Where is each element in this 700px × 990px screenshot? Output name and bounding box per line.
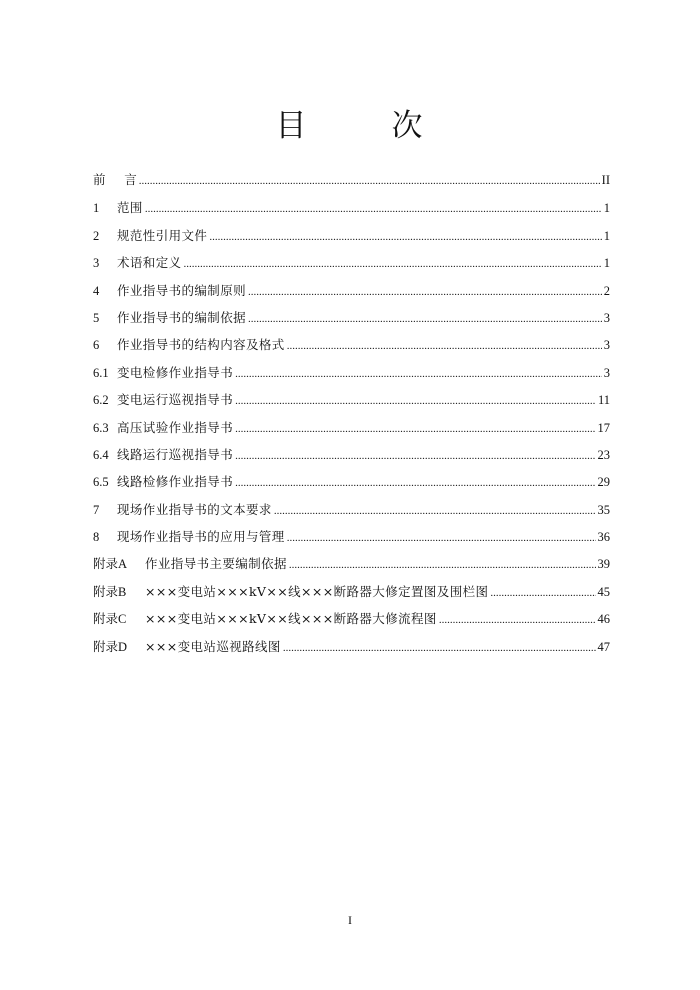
toc-leader-dots [235, 361, 602, 388]
toc-entry-label: 规范性引用文件 [117, 227, 208, 243]
toc-entry-label: 线路检修作业指导书 [117, 474, 234, 490]
page-number: I [348, 913, 352, 927]
toc-entry-number: 附录D [93, 639, 128, 654]
toc-entry-number: 附录B [93, 584, 127, 599]
toc-entry-page: 46 [597, 612, 610, 627]
toc-entry-label: 作业指导书的编制依据 [117, 309, 247, 325]
toc-entry-appendix-b[interactable] [93, 578, 610, 605]
toc-entry-page: 23 [597, 447, 610, 462]
toc-leader-dots [439, 607, 596, 634]
toc-entry-7[interactable] [93, 496, 610, 523]
toc-entry-page: 17 [597, 420, 610, 435]
toc-entry-number: 8 [93, 530, 100, 545]
toc-entry-6[interactable] [93, 331, 610, 358]
toc-entry-8[interactable] [93, 523, 610, 550]
toc-entry-page: 11 [597, 393, 610, 408]
toc-entry-label: 作业指导书的编制原则 [117, 282, 247, 298]
toc-entry-3[interactable] [93, 249, 610, 276]
toc-entry-label: ×××变电站巡视路线图 [145, 638, 281, 654]
toc-entry-page: 35 [597, 502, 610, 517]
toc-entry-page: II [601, 173, 610, 187]
toc-entry-label: 作业指导书主要编制依据 [145, 556, 287, 572]
toc-leader-dots [490, 580, 595, 607]
toc-entry-number: 6.5 [93, 475, 109, 490]
toc-entry-label: 术语和定义 [117, 255, 182, 271]
toc-leader-dots [248, 306, 602, 333]
toc-entry-number: 2 [93, 228, 100, 243]
toc-entry-label: 现场作业指导书的应用与管理 [117, 529, 285, 545]
toc-entry-label: ×××变电站×××kV××线×××断路器大修定置图及围栏图 [145, 583, 489, 599]
toc-entry-6-3[interactable] [93, 414, 610, 441]
toc-entry-5[interactable] [93, 304, 610, 331]
toc-entry-number: 7 [93, 502, 100, 517]
toc-leader-dots [289, 552, 596, 579]
toc-entry-page: 36 [597, 530, 610, 545]
toc-leader-dots [145, 196, 602, 223]
toc-leader-dots [235, 416, 595, 443]
toc-entry-page: 39 [597, 557, 610, 572]
toc-entry-number: 6.1 [93, 365, 109, 380]
toc-entry-number: 附录A [93, 557, 128, 572]
toc-entry-number: 附录C [93, 612, 127, 627]
toc-entry-number: 4 [93, 283, 100, 298]
toc-entry-number: 6 [93, 338, 100, 353]
toc-entry-label: 作业指导书的结构内容及格式 [117, 337, 285, 353]
toc-leader-dots [235, 388, 596, 415]
toc-leader-dots [287, 333, 602, 360]
toc-leader-dots [209, 224, 601, 251]
toc-entry-page: 3 [603, 365, 610, 380]
table-of-contents [93, 167, 610, 660]
toc-entry-appendix-d[interactable] [93, 633, 610, 660]
toc-leader-dots [248, 279, 602, 306]
toc-entry-label: 线路运行巡视指导书 [117, 446, 234, 462]
toc-entry-page: 47 [597, 639, 610, 654]
toc-leader-dots [235, 470, 595, 497]
toc-entry-6-1[interactable] [93, 359, 610, 386]
toc-entry-page: 2 [603, 283, 610, 298]
toc-entry-appendix-a[interactable] [93, 550, 610, 577]
toc-entry-page: 1 [603, 256, 610, 271]
toc-entry-page: 1 [603, 228, 610, 243]
toc-entry-4[interactable] [93, 277, 610, 304]
toc-leader-dots [139, 168, 600, 195]
toc-leader-dots [283, 635, 596, 662]
toc-entry-number: 6.2 [93, 393, 109, 408]
toc-entry-appendix-c[interactable] [93, 605, 610, 632]
toc-entry-label: 现场作业指导书的文本要求 [117, 501, 272, 517]
toc-entry-page: 1 [603, 201, 610, 216]
toc-entry-6-5[interactable] [93, 468, 610, 495]
toc-entry-label: 范围 [117, 200, 143, 216]
toc-leader-dots [287, 525, 596, 552]
toc-entry-6-2[interactable] [93, 386, 610, 413]
toc-entry-label: 变电运行巡视指导书 [117, 392, 234, 408]
toc-entry-number: 6.3 [93, 420, 109, 435]
toc-entry-number: 前 言 [93, 173, 137, 187]
toc-entry-1[interactable] [93, 194, 610, 221]
toc-entry-number: 6.4 [93, 447, 109, 462]
toc-entry-page: 45 [597, 584, 610, 599]
toc-leader-dots [274, 498, 596, 525]
toc-entry-label: ×××变电站×××kV××线×××断路器大修流程图 [145, 611, 437, 627]
toc-entry-number: 3 [93, 256, 100, 271]
toc-entry-number: 1 [93, 201, 100, 216]
toc-entry-6-4[interactable] [93, 441, 610, 468]
toc-leader-dots [235, 443, 595, 470]
toc-entry-label: 高压试验作业指导书 [117, 419, 234, 435]
toc-entry-foreword[interactable] [93, 167, 610, 194]
toc-entry-page: 3 [603, 310, 610, 325]
toc-entry-number: 5 [93, 310, 100, 325]
toc-entry-2[interactable] [93, 222, 610, 249]
toc-entry-page: 29 [597, 475, 610, 490]
toc-title: 目 次 [275, 108, 425, 144]
toc-entry-label: 变电检修作业指导书 [117, 364, 234, 380]
toc-entry-page: 3 [603, 338, 610, 353]
toc-leader-dots [184, 251, 602, 278]
